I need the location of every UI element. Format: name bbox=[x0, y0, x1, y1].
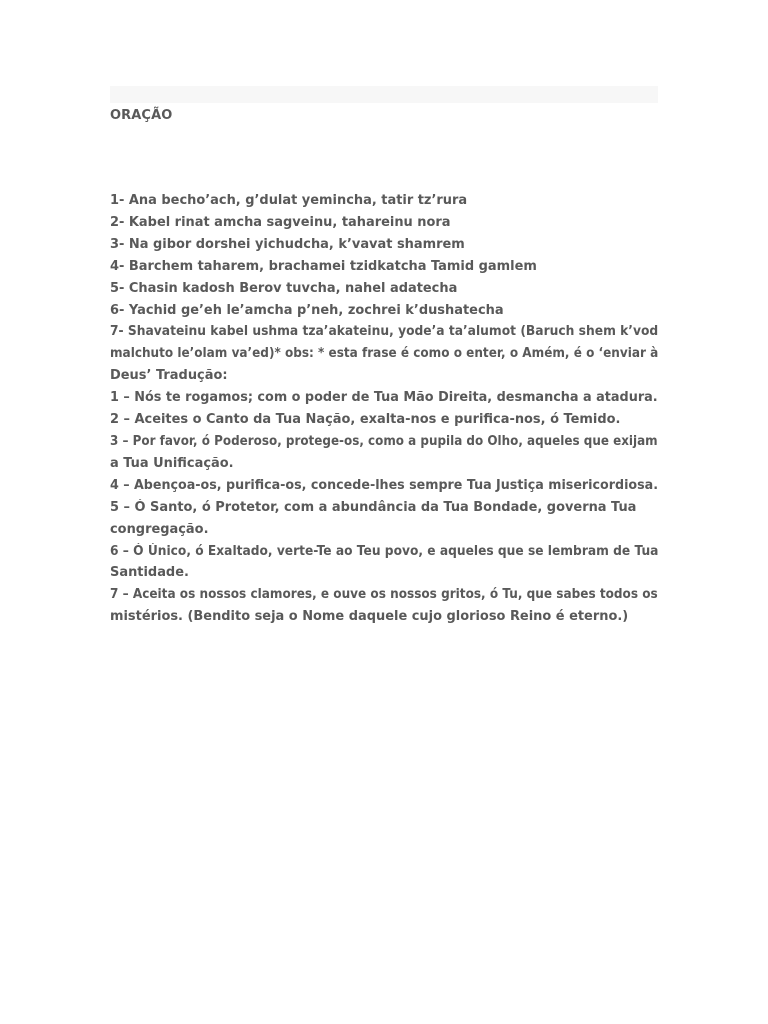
text-line: congregação. bbox=[110, 521, 209, 537]
page-title: ORAÇÃO bbox=[110, 108, 173, 123]
text-line: 6 – Ó Único, ó Exaltado, verte-Te ao Teu povo, e aqueles que se lembram de Tua bbox=[110, 543, 659, 559]
text-line: mistérios. (Bendito seja o Nome daquele cujo glorioso Reino é eterno.) bbox=[110, 609, 629, 625]
text-line: 1 – Nós te rogamos; com o poder de Tua Mão Direita, desmancha a atadura. bbox=[110, 390, 658, 406]
text-line: 6- Yachid ge’eh le’amcha p’neh, zochrei k’dushatecha bbox=[110, 302, 504, 318]
text-line: 2 – Aceites o Canto da Tua Nação, exalta-nos e purifica-nos, ó Temido. bbox=[110, 412, 621, 428]
header-bar bbox=[110, 86, 658, 103]
text-line: Tradução: bbox=[156, 368, 228, 384]
text-line: 5- Chasin kadosh Berov tuvcha, nahel adatecha bbox=[110, 280, 458, 296]
text-line: 7- Shavateinu kabel ushma tza’akateinu, yode’a ta’alumot (Baruch shem k’vod bbox=[110, 324, 659, 340]
text-line: 7 – Aceita os nossos clamores, e ouve os nossos gritos, ó Tu, que sabes todos os bbox=[110, 587, 658, 603]
text-line: Deus’ bbox=[110, 368, 152, 384]
text-line: a Tua Unificação. bbox=[110, 455, 234, 471]
text-line: 3- Na gibor dorshei yichudcha, k’vavat shamrem bbox=[110, 236, 465, 252]
text-line: 2- Kabel rinat amcha sagveinu, tahareinu nora bbox=[110, 214, 451, 230]
text-line: 4- Barchem taharem, brachamei tzidkatcha Tamid gamlem bbox=[110, 258, 537, 274]
text-line: 3 – Por favor, ó Poderoso, protege-os, como a pupila do Olho, aqueles que exijam bbox=[110, 433, 658, 449]
text-line: 5 – Ó Santo, ó Protetor, com a abundância da Tua Bondade, governa Tua bbox=[110, 499, 637, 515]
prayer-text bbox=[110, 190, 660, 628]
text-line: malchuto le’olam va’ed)* obs: * esta frase é como o enter, o Amém, é o ‘enviar à bbox=[110, 346, 659, 362]
text-line: Santidade. bbox=[110, 565, 189, 581]
text-line: 1- Ana becho’ach, g’dulat yemincha, tatir tz’rura bbox=[110, 193, 468, 208]
text-line: 4 – Abençoa-os, purifica-os, concede-lhes sempre Tua Justiça misericordiosa. bbox=[110, 477, 659, 493]
